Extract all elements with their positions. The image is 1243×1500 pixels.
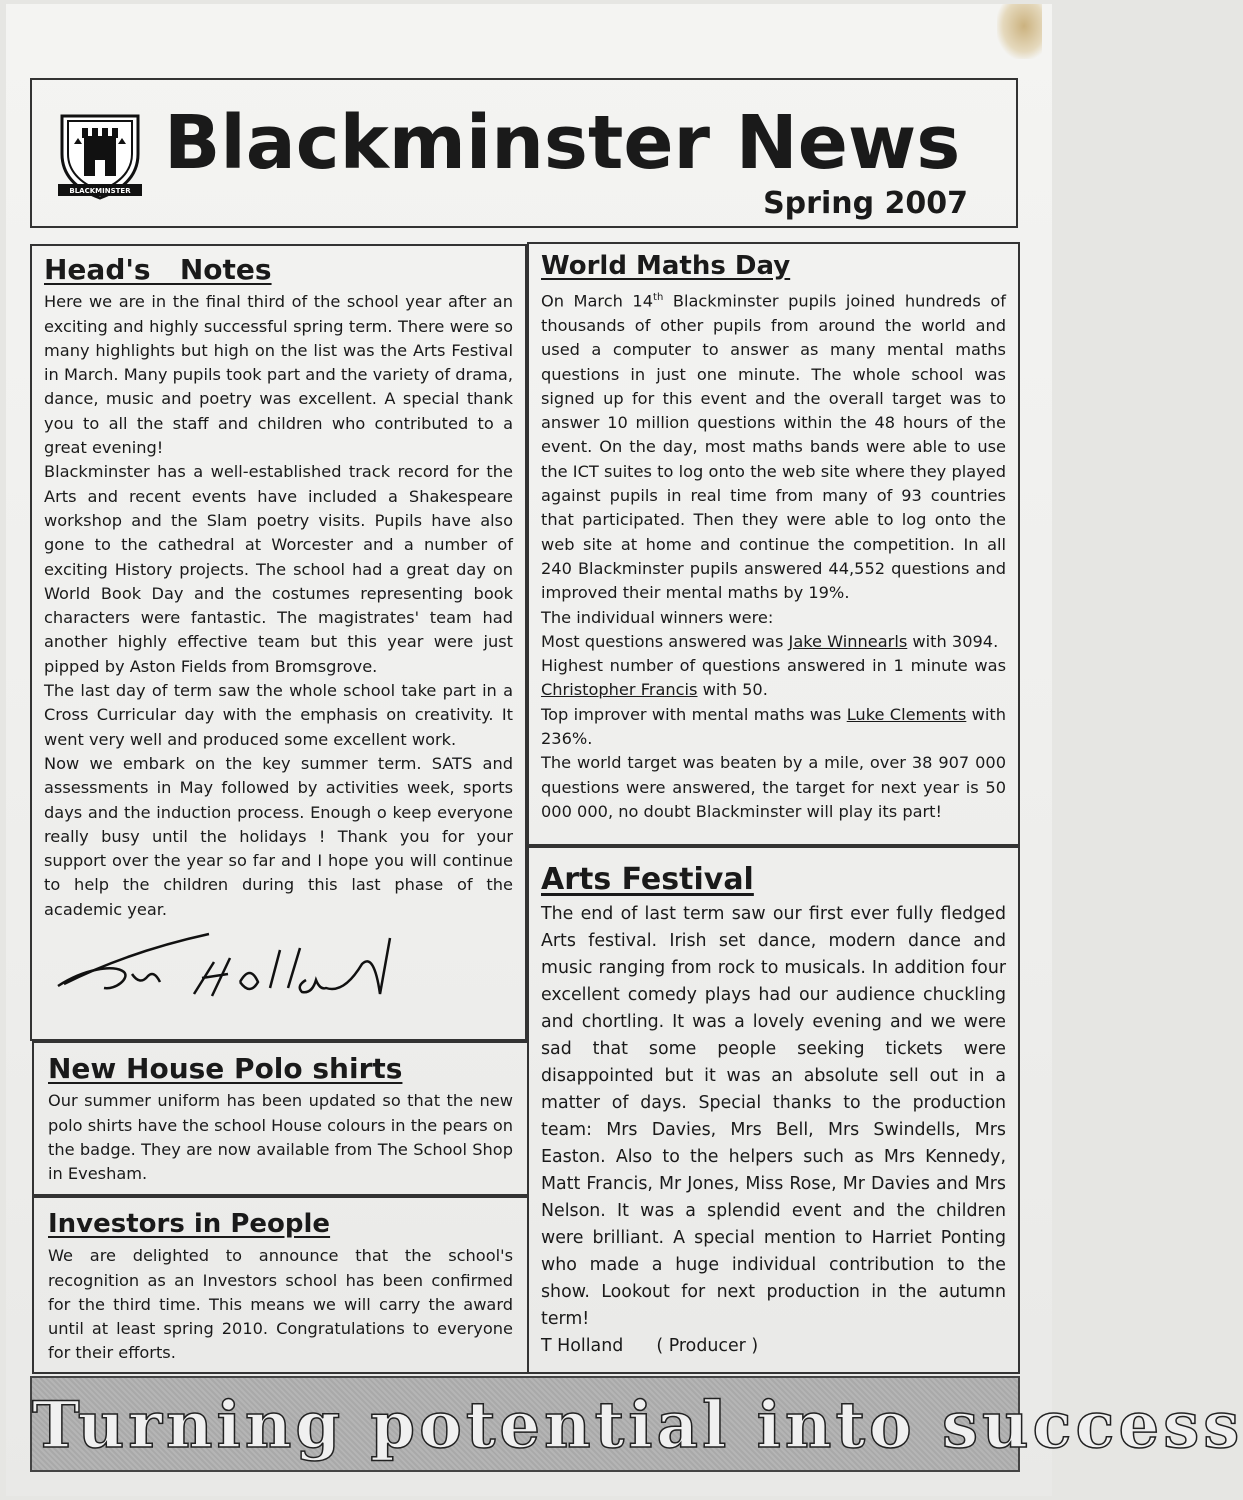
polo-shirts-article bbox=[32, 1041, 529, 1196]
heads-notes-paragraph: Here we are in the final third of the school year after an exciting and highly successful spring term. There were so many highlights but high on the list was the Arts Festival in March. Many pupils took part and the variety of drama, dance, music and poetry was excellent. A special thank you to all the staff and children who contributed to a great evening! bbox=[44, 292, 513, 458]
maths-day-closing: The world target was beaten by a mile, over 38 907 000 questions were answered, the target for next year is 50 000 000, no doubt Blackminster will play its part! bbox=[541, 753, 1006, 821]
maths-day-intro: On March 14th Blackminster pupils joined hundreds of thousands of other pupils from around the world and used a computer to answer as many mental maths questions in just one minute. The whole school was signed up for this event and the overall target was to answer 10 million questions within the 48 hours of the event. On the day, most maths bands were able to use the ICT suites to log onto the web site where they played against pupils in real time from many of 93 countries that participated. Then they were able to log onto the web site at home and continue the competition. In all 240 Blackminster pupils answered 44,552 questions and improved their mental maths by 19%. bbox=[541, 291, 1006, 603]
head-signature bbox=[44, 924, 514, 1000]
heads-notes-heading: Head's Notes bbox=[44, 253, 272, 286]
footer-banner bbox=[30, 1376, 1243, 1472]
winner-name: Christopher Francis bbox=[541, 680, 698, 700]
heads-notes-article bbox=[30, 244, 527, 1041]
winner-name: Luke Clements bbox=[846, 704, 967, 724]
heads-notes-paragraph: The last day of term saw the whole school take part in a Cross Curricular day with the emphasis on creativity. It went very well and produced some excellent work. bbox=[44, 681, 513, 749]
investors-article bbox=[32, 1196, 529, 1374]
heads-notes-paragraph: Now we embark on the key summer term. SATS and assessments in May followed by activities week, sports days and the induction process. Enough o keep everyone really busy until the holidays ! Thank you for your support over the year so far and I hope you will continue to help the children during this last phase of the academic year. bbox=[44, 753, 513, 919]
winner-name: Jake Winnearls bbox=[788, 631, 908, 651]
arts-festival-body: The end of last term saw our first ever fully fledged Arts festival. Irish set dance, modern dance and music ranging from rock to musicals. In addition four excellent comedy plays had our audience chuckling and chortling. It was a lovely evening and we were sad that some people seeking tickets were disappointed but it was an absolute sell out in a matter of days. Special thanks to the production team: Mrs Davies, Mrs Bell, Mrs Swindells, Mrs Easton. Also to the helpers such as Mrs Kennedy, Matt Francis, Mr Jones, Miss Rose, Mr Davies and Mrs Nelson. It was a splendid event and the children were brilliant. A special mention to Harriet Ponting who made a huge individual contribution to the show. Lookout for next production in the autumn term! bbox=[541, 904, 1006, 1329]
polo-shirts-heading: New House Polo shirts bbox=[48, 1052, 403, 1085]
arts-festival-article bbox=[527, 846, 1020, 1374]
masthead bbox=[30, 78, 1018, 228]
maths-day-heading: World Maths Day bbox=[541, 251, 791, 281]
issue-date: Spring 2007 bbox=[763, 186, 968, 221]
crest-label: BLACKMINSTER bbox=[69, 187, 131, 195]
paper-stain bbox=[997, 4, 1042, 59]
investors-body: We are delighted to announce that the school's recognition as an Investors school has been confirmed for the third time. This means we will carry the award until at least spring 2010. Congratulations to everyone for their efforts. bbox=[48, 1246, 513, 1363]
investors-heading: Investors in People bbox=[48, 1209, 331, 1239]
maths-day-winner: Most questions answered was Jake Winnearls with 3094. bbox=[541, 631, 999, 651]
maths-day-winners-intro: The individual winners were: bbox=[541, 607, 774, 627]
arts-festival-signoff: T Holland ( Producer ) bbox=[541, 1336, 759, 1356]
maths-day-winner: Top improver with mental maths was Luke Clements with 236%. bbox=[541, 704, 1007, 749]
maths-day-winner: Highest number of questions answered in 1 minute was Christopher Francis with 50. bbox=[541, 656, 1006, 700]
heads-notes-paragraph: Blackminster has a well-established track record for the Arts and recent events have included a Shakespeare workshop and the Slam poetry visits. Pupils have also gone to the cathedral at Worcester and a number of exciting History projects. The school had a great day on World Book Day and the costumes representing book characters were fantastic. The magistrates' team had another highly effective team but this year were just pipped by Aston Fields from Bromsgrove. bbox=[44, 462, 513, 676]
footer-slogan: Turning potential into success bbox=[32, 1388, 1243, 1463]
arts-festival-heading: Arts Festival bbox=[541, 862, 754, 897]
newsletter-title: Blackminster News bbox=[164, 100, 961, 186]
maths-day-article bbox=[527, 242, 1020, 846]
polo-shirts-body: Our summer uniform has been updated so that the new polo shirts have the school House colours in the pears on the badge. They are now available from The School Shop in Evesham. bbox=[48, 1091, 513, 1184]
